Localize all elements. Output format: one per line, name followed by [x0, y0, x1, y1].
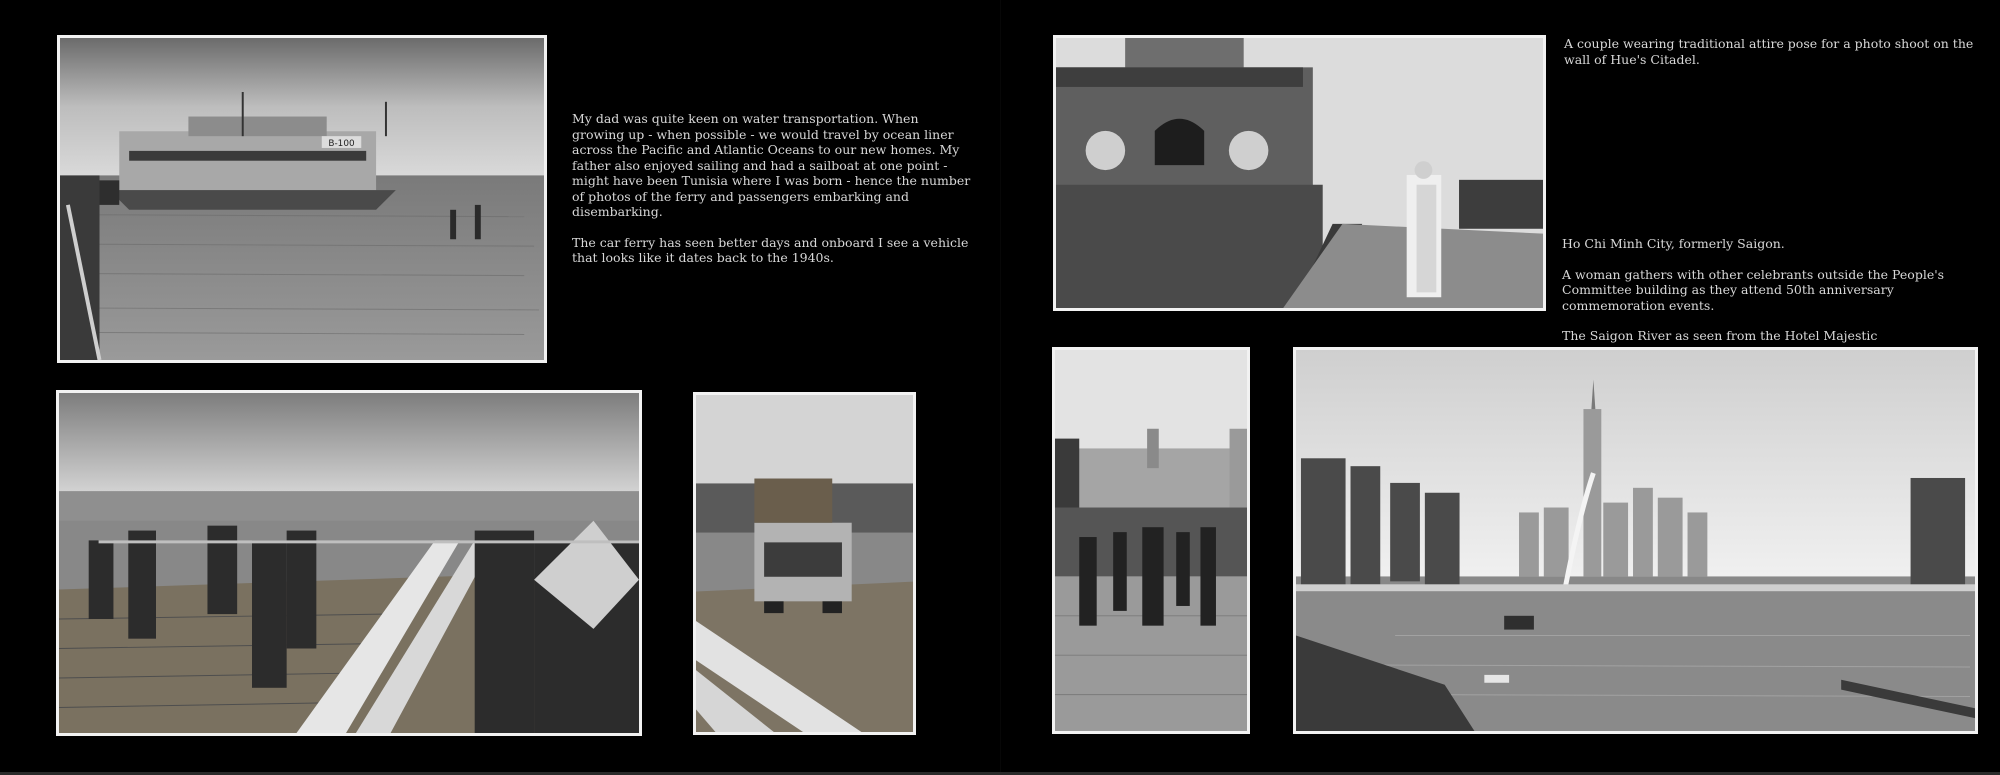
- page-spine: [1000, 0, 1001, 775]
- citadel-caption: [1564, 36, 1994, 82]
- city-captions: [1562, 236, 1996, 359]
- citadel-caption-text: A couple wearing traditional attire pose for a photo shoot on the wall of Hue's Citadel.: [1564, 36, 1974, 67]
- saigon-river-photo: [1293, 347, 1978, 734]
- river-caption: The Saigon River as seen from the Hotel Majestic: [1562, 328, 1878, 343]
- ferry-caption: [572, 111, 972, 281]
- ferry-vehicle-photo: [693, 392, 916, 735]
- city-caption: Ho Chi Minh City, formerly Saigon.: [1562, 236, 1785, 251]
- ferry-boat-photo: [57, 35, 547, 363]
- pier-passengers-photo: [56, 390, 642, 736]
- peoples-committee-photo: [1052, 347, 1250, 734]
- citadel-couple-photo: [1053, 35, 1546, 311]
- ferry-caption-paragraph-1: My dad was quite keen on water transportation. When growing up - when possible - we would travel by ocean liner across the Pacific and Atlantic Oceans to our new homes. My father also enjoyed sailing and had a sailboat at one point - might have been Tunisia where I was born - hence the number of photos of the ferry and passengers embarking and disembarking.: [572, 111, 971, 219]
- ferry-caption-paragraph-2: The car ferry has seen better days and onboard I see a vehicle that looks like it dates back to the 1940s.: [572, 234, 969, 265]
- hull-number: B-100: [328, 139, 355, 149]
- committee-caption: A woman gathers with other celebrants outside the People's Committee building as they attend 50th anniversary commemoration events.: [1562, 266, 1945, 313]
